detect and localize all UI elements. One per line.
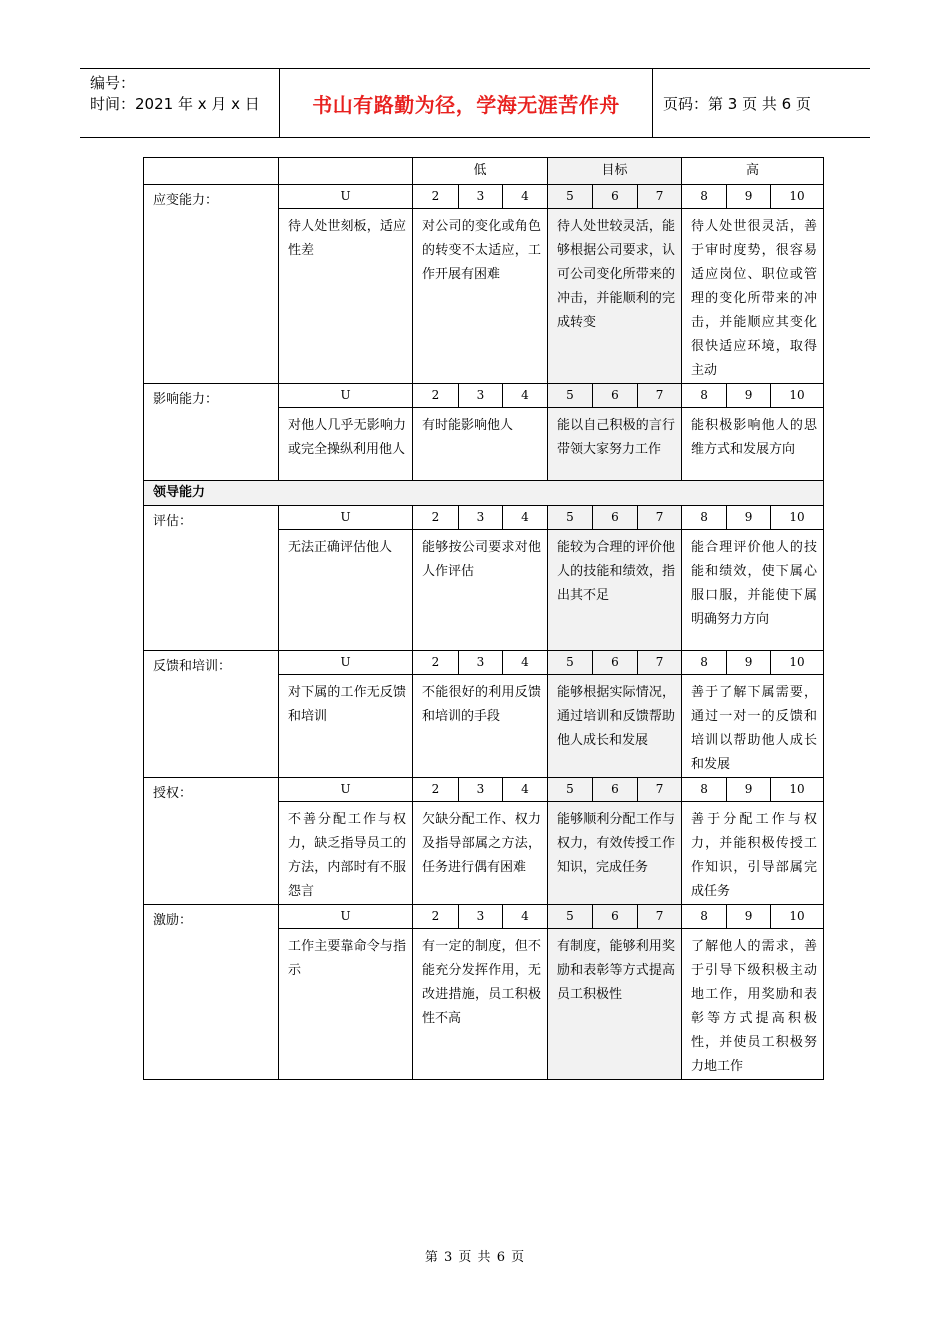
scale-value: 8 [682, 185, 727, 209]
level-description: 了解他人的需求，善于引导下级积极主动地工作，用奖励和表彰等方式提高积极性，并使员工积极努力地工作 [682, 929, 824, 1080]
scale-row [144, 651, 824, 675]
scale-value: 4 [503, 185, 548, 209]
scale-value: 9 [727, 651, 771, 675]
level-description: 能积极影响他人的思维方式和发展方向 [682, 408, 824, 481]
level-description: 工作主要靠命令与指示 [279, 929, 413, 1080]
scale-value: 4 [503, 506, 548, 530]
level-high: 高 [682, 158, 824, 185]
scale-value: 5 [548, 506, 593, 530]
level-description: 能够顺利分配工作与权力，有效传授工作知识，完成任务 [548, 802, 682, 905]
level-description: 对他人几乎无影响力或完全操纵利用他人 [279, 408, 413, 481]
scale-value: U [279, 651, 413, 675]
scale-value: 4 [503, 651, 548, 675]
scale-value: U [279, 384, 413, 408]
scale-value: U [279, 506, 413, 530]
scale-value: 7 [638, 506, 682, 530]
competency-name: 授权： [144, 778, 279, 905]
scale-value: 9 [727, 905, 771, 929]
scale-value: 9 [727, 778, 771, 802]
level-target: 目标 [548, 158, 682, 185]
scale-value: 5 [548, 905, 593, 929]
competency-name: 应变能力： [144, 185, 279, 384]
scale-value: 2 [413, 185, 459, 209]
level-description: 有一定的制度，但不能充分发挥作用，无改进措施，员工积极性不高 [413, 929, 548, 1080]
scale-value: 2 [413, 905, 459, 929]
scale-value: 4 [503, 778, 548, 802]
scale-value: 6 [593, 506, 638, 530]
level-description: 能较为合理的评价他人的技能和绩效，指出其不足 [548, 530, 682, 651]
scale-value: 9 [727, 185, 771, 209]
scale-value: 10 [771, 506, 824, 530]
scale-value: U [279, 905, 413, 929]
table-body [144, 158, 824, 1080]
level-description: 有制度，能够利用奖励和表彰等方式提高员工积极性 [548, 929, 682, 1080]
scale-value: 6 [593, 185, 638, 209]
scale-value: 6 [593, 778, 638, 802]
scale-value: 10 [771, 384, 824, 408]
level-description: 能够根据实际情况，通过培训和反馈帮助他人成长和发展 [548, 675, 682, 778]
scale-row [144, 778, 824, 802]
level-description: 善于分配工作与权力，并能积极传授工作知识，引导部属完成任务 [682, 802, 824, 905]
competency-name: 反馈和培训： [144, 651, 279, 778]
scale-value: 2 [413, 384, 459, 408]
scale-value: 7 [638, 185, 682, 209]
scale-value: 10 [771, 185, 824, 209]
scale-value: 3 [459, 778, 503, 802]
competency-name: 影响能力： [144, 384, 279, 481]
header-page-label: 页码：第 3 页 共 6 页 [663, 94, 811, 113]
level-description: 欠缺分配工作、权力及指导部属之方法，任务进行偶有困难 [413, 802, 548, 905]
level-header-row [144, 158, 824, 185]
scale-row [144, 185, 824, 209]
empty-cell [279, 158, 413, 185]
page-header [80, 68, 870, 138]
level-description: 待人处世刻板，适应性差 [279, 209, 413, 384]
scale-value: 2 [413, 506, 459, 530]
scale-value: 5 [548, 651, 593, 675]
scale-value: 7 [638, 651, 682, 675]
scale-value: 8 [682, 384, 727, 408]
scale-value: 3 [459, 651, 503, 675]
competency-name: 激励： [144, 905, 279, 1080]
scale-value: 2 [413, 778, 459, 802]
scale-value: 4 [503, 905, 548, 929]
scale-value: 7 [638, 384, 682, 408]
level-low: 低 [413, 158, 548, 185]
level-description: 能合理评价他人的技能和绩效，使下属心服口服，并能使下属明确努力方向 [682, 530, 824, 651]
scale-value: 5 [548, 778, 593, 802]
level-description: 对下属的工作无反馈和培训 [279, 675, 413, 778]
scale-value: 8 [682, 506, 727, 530]
scale-value: 2 [413, 651, 459, 675]
scale-value: 5 [548, 185, 593, 209]
scale-value: 10 [771, 905, 824, 929]
scale-value: 5 [548, 384, 593, 408]
scale-value: 9 [727, 384, 771, 408]
scale-value: 7 [638, 905, 682, 929]
level-description: 不能很好的利用反馈和培训的手段 [413, 675, 548, 778]
scale-value: 8 [682, 651, 727, 675]
header-meta [80, 69, 280, 137]
scale-value: 3 [459, 506, 503, 530]
level-description: 善于了解下属需要，通过一对一的反馈和培训以帮助他人成长和发展 [682, 675, 824, 778]
scale-value: 9 [727, 506, 771, 530]
section-row [144, 481, 824, 506]
header-motto: 书山有路勤为径，学海无涯苦作舟 [280, 69, 653, 137]
scale-row [144, 384, 824, 408]
scale-value: 10 [771, 778, 824, 802]
scale-value: U [279, 185, 413, 209]
scale-value: 6 [593, 905, 638, 929]
level-description: 不善分配工作与权力，缺乏指导员工的方法，内部时有不服怨言 [279, 802, 413, 905]
level-description: 对公司的变化或角色的转变不太适应，工作开展有困难 [413, 209, 548, 384]
scale-value: 7 [638, 778, 682, 802]
number-label: 编号： [90, 74, 136, 92]
empty-cell [144, 158, 279, 185]
scale-row [144, 506, 824, 530]
section-title: 领导能力 [144, 481, 824, 506]
time-label: 时间：2021 年 x 月 x 日 [90, 95, 260, 113]
level-description: 能以自己积极的言行带领大家努力工作 [548, 408, 682, 481]
level-description: 无法正确评估他人 [279, 530, 413, 651]
page-footer: 第 3 页 共 6 页 [424, 1250, 526, 1265]
scale-value: 6 [593, 651, 638, 675]
competency-table [143, 157, 824, 1080]
level-description: 待人处世很灵活，善于审时度势，很容易适应岗位、职位或管理的变化所带来的冲击，并能顺应其变化很快适应环境，取得主动 [682, 209, 824, 384]
scale-value: 3 [459, 185, 503, 209]
scale-value: 4 [503, 384, 548, 408]
scale-value: 8 [682, 905, 727, 929]
scale-value: U [279, 778, 413, 802]
level-description: 有时能影响他人 [413, 408, 548, 481]
scale-value: 3 [459, 384, 503, 408]
scale-value: 6 [593, 384, 638, 408]
level-description: 能够按公司要求对他人作评估 [413, 530, 548, 651]
scale-row [144, 905, 824, 929]
level-description: 待人处世较灵活，能够根据公司要求，认可公司变化所带来的冲击，并能顺利的完成转变 [548, 209, 682, 384]
scale-value: 10 [771, 651, 824, 675]
scale-value: 3 [459, 905, 503, 929]
scale-value: 8 [682, 778, 727, 802]
competency-name: 评估： [144, 506, 279, 651]
